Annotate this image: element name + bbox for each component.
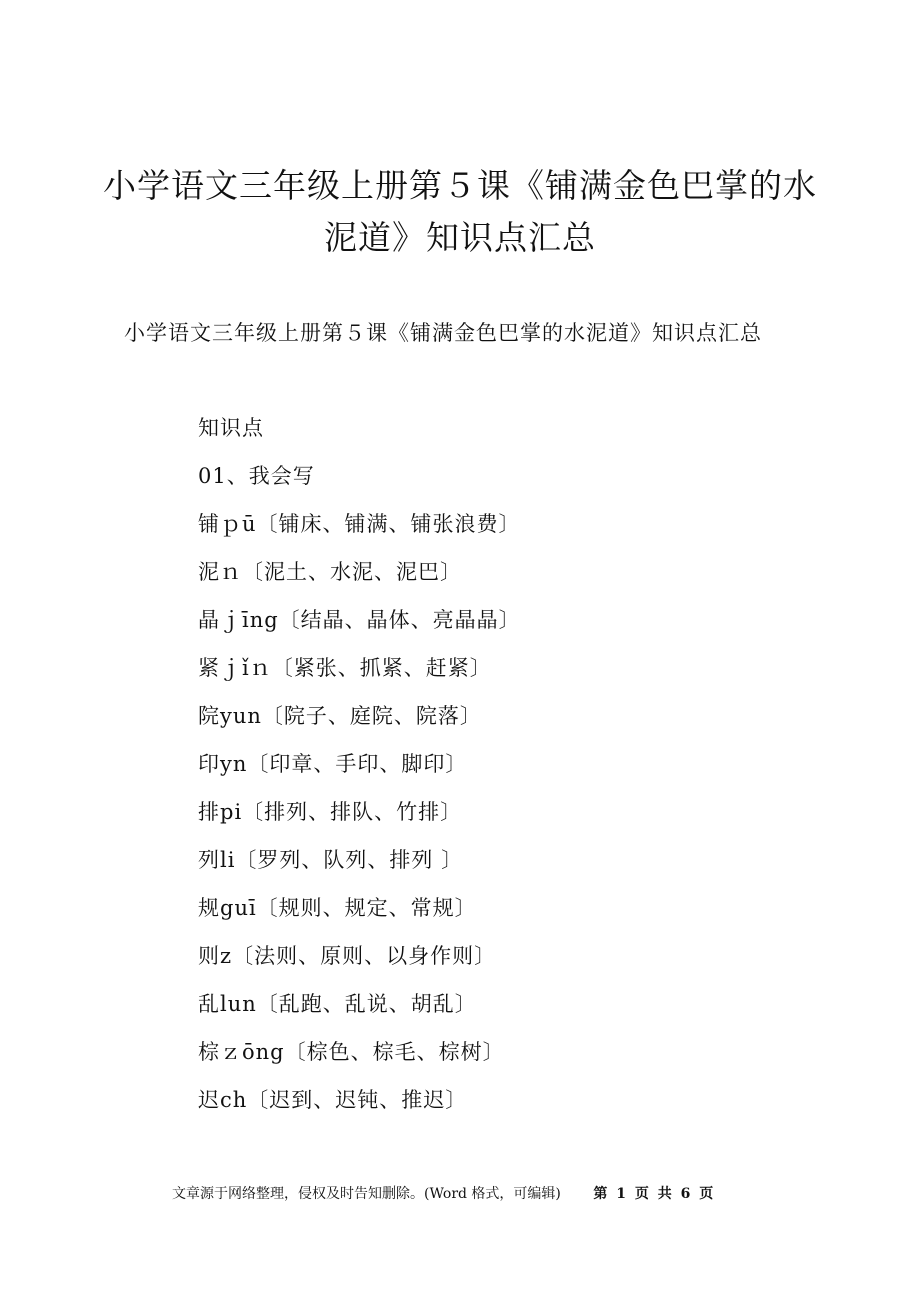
- list-item: 规guī〔规则、规定、常规〕: [198, 896, 477, 920]
- list-item: 印yn〔印章、手印、脚印〕: [198, 752, 468, 776]
- page-footer: [172, 1184, 812, 1204]
- footer-page-number: 第 1 页 共 6 页: [593, 1186, 714, 1202]
- footer-source-note: 文章源于网络整理，侵权及时告知删除。(Word 格式，可编辑): [172, 1186, 561, 1202]
- section-heading: 知识点: [198, 416, 264, 440]
- subsection-heading: 01、我会写: [198, 464, 315, 488]
- list-item: 乱lun〔乱跑、乱说、胡乱〕: [198, 992, 477, 1016]
- list-item: 紧ｊǐｎ〔紧张、抓紧、赶紧〕: [198, 656, 492, 680]
- list-item: 泥ｎ〔泥土、水泥、泥巴〕: [198, 560, 462, 584]
- intro-paragraph: 小学语文三年级上册第５课《铺满金色巴掌的水泥道》知识点汇总: [124, 321, 762, 345]
- document-title: 小学语文三年级上册第５课《铺满金色巴掌的水泥道》知识点汇总: [103, 166, 817, 257]
- list-item: 列li〔罗列、队列、排列 〕: [198, 848, 464, 872]
- list-item: 迟ch〔迟到、迟钝、推迟〕: [198, 1088, 468, 1112]
- content-list: [198, 404, 521, 1124]
- list-item: 棕ｚōng〔棕色、棕毛、棕树〕: [198, 1040, 505, 1064]
- list-item: 则z〔法则、原则、以身作则〕: [198, 944, 497, 968]
- list-item: 晶ｊīng〔结晶、晶体、亮晶晶〕: [198, 608, 521, 632]
- list-item: 院yun〔院子、庭院、院落〕: [198, 704, 482, 728]
- list-item: 铺ｐū〔铺床、铺满、铺张浪费〕: [198, 512, 521, 536]
- list-item: 排pi〔排列、排队、竹排〕: [198, 800, 463, 824]
